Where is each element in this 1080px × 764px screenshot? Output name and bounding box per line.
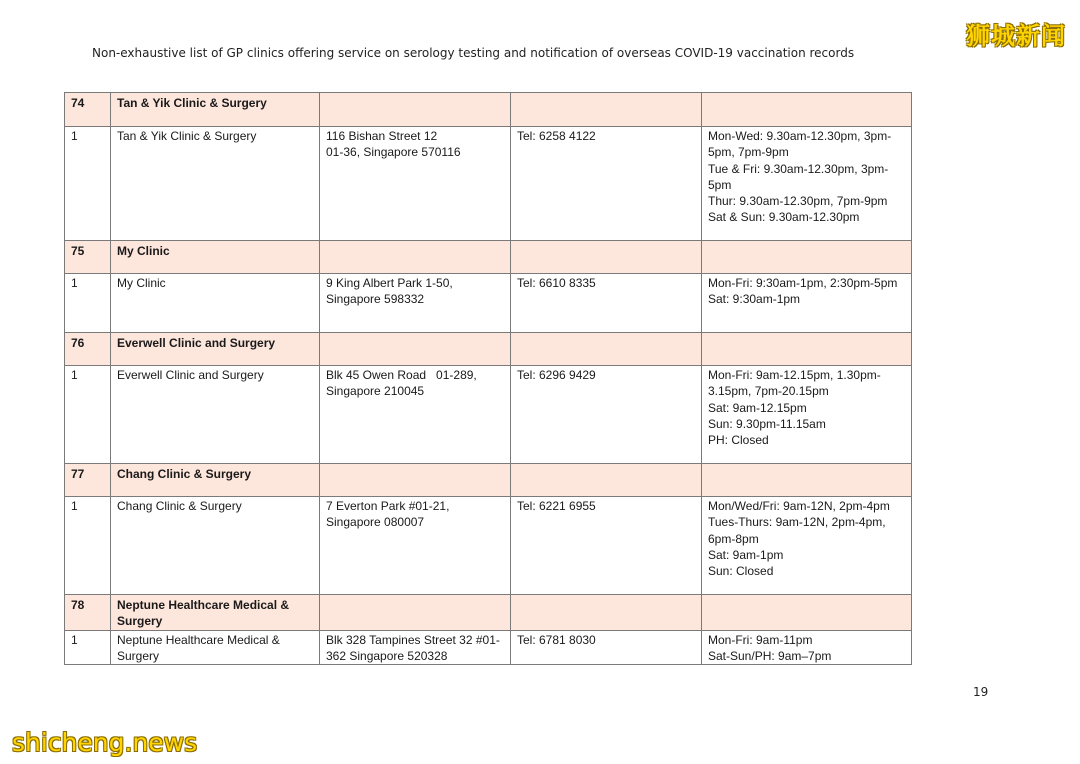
watermark-cn: 狮城新闻 — [966, 22, 1066, 50]
name-line: Neptune Healthcare Medical & — [117, 632, 280, 647]
hours-line: 3.15pm, 7pm-20.15pm — [708, 384, 829, 399]
address-line: 362 Singapore 520328 — [326, 648, 448, 663]
clinic-address — [320, 127, 511, 241]
empty-cell — [702, 241, 912, 274]
clinic-number: 76 — [65, 333, 111, 366]
empty-cell — [702, 333, 912, 366]
entry-index: 1 — [65, 127, 111, 241]
entry-index: 1 — [65, 366, 111, 464]
clinic-tel: Tel: 6610 8335 — [511, 274, 702, 333]
clinic-number: 78 — [65, 595, 111, 631]
empty-cell — [320, 464, 511, 497]
clinic-header-row — [65, 241, 912, 274]
address-line: 01-36, Singapore 570116 — [326, 145, 461, 160]
hours-line: PH: Closed — [708, 433, 769, 448]
address-line: Singapore 210045 — [326, 384, 425, 399]
clinic-hours — [702, 497, 912, 595]
clinic-header-row — [65, 93, 912, 127]
hours-line: Mon/Wed/Fri: 9am-12N, 2pm-4pm — [708, 499, 890, 513]
clinic-name: My Clinic — [111, 274, 320, 333]
address-line: Blk 45 Owen Road 01-289, — [326, 368, 477, 382]
clinic-header-name: My Clinic — [111, 241, 320, 274]
page-title: Non-exhaustive list of GP clinics offering service on serology testing and notification of overseas COVID-19 vaccination records — [92, 46, 855, 60]
empty-cell — [320, 93, 511, 127]
entry-index: 1 — [65, 630, 111, 665]
clinic-hours — [702, 127, 912, 241]
empty-cell — [511, 595, 702, 631]
hours-line: Sat & Sun: 9.30am-12.30pm — [708, 210, 860, 225]
entry-index: 1 — [65, 274, 111, 333]
clinic-detail-row — [65, 366, 912, 464]
hours-line: Mon-Fri: 9:30am-1pm, 2:30pm-5pm — [708, 276, 898, 290]
clinic-name — [111, 630, 320, 665]
clinic-tel: Tel: 6296 9429 — [511, 366, 702, 464]
empty-cell — [320, 241, 511, 274]
clinic-header-row — [65, 464, 912, 497]
clinic-number: 74 — [65, 93, 111, 127]
empty-cell — [702, 595, 912, 631]
empty-cell — [320, 333, 511, 366]
clinic-number: 75 — [65, 241, 111, 274]
empty-cell — [320, 595, 511, 631]
clinic-header-name: Everwell Clinic and Surgery — [111, 333, 320, 366]
hours-line: Tues-Thurs: 9am-12N, 2pm-4pm, — [708, 515, 886, 530]
address-line: 116 Bishan Street 12 — [326, 129, 438, 143]
header-name-line: Surgery — [117, 614, 163, 629]
clinic-detail-row — [65, 127, 912, 241]
clinic-name: Tan & Yik Clinic & Surgery — [111, 127, 320, 241]
clinic-address — [320, 274, 511, 333]
hours-line: Thur: 9.30am-12.30pm, 7pm-9pm — [708, 194, 888, 209]
clinic-number: 77 — [65, 464, 111, 497]
hours-line: Sat: 9:30am-1pm — [708, 292, 801, 307]
clinic-tel: Tel: 6221 6955 — [511, 497, 702, 595]
page-number: 19 — [973, 685, 989, 699]
hours-line: 5pm, 7pm-9pm — [708, 145, 789, 160]
address-line: Singapore 598332 — [326, 292, 425, 307]
clinic-detail-row — [65, 274, 912, 333]
hours-line: Sat: 9am-12.15pm — [708, 400, 807, 415]
empty-cell — [511, 93, 702, 127]
address-line: 9 King Albert Park 1-50, — [326, 276, 453, 290]
clinic-address — [320, 366, 511, 464]
clinic-header-row — [65, 595, 912, 631]
clinic-tel: Tel: 6258 4122 — [511, 127, 702, 241]
hours-line: Mon-Fri: 9am-12.15pm, 1.30pm- — [708, 368, 881, 382]
empty-cell — [511, 464, 702, 497]
clinic-hours — [702, 274, 912, 333]
empty-cell — [702, 93, 912, 127]
hours-line: Sat: 9am-1pm — [708, 547, 784, 562]
clinic-header-row — [65, 333, 912, 366]
clinic-header-name: Tan & Yik Clinic & Surgery — [111, 93, 320, 127]
empty-cell — [702, 464, 912, 497]
clinic-detail-row — [65, 497, 912, 595]
hours-line: Sun: 9.30pm-11.15am — [708, 416, 826, 431]
watermark-en: shicheng.news — [12, 728, 198, 757]
clinic-hours — [702, 366, 912, 464]
clinic-detail-row — [65, 630, 912, 665]
clinic-address — [320, 630, 511, 665]
address-line: Blk 328 Tampines Street 32 #01- — [326, 632, 500, 647]
hours-line: 6pm-8pm — [708, 531, 759, 546]
hours-line: Mon-Wed: 9.30am-12.30pm, 3pm- — [708, 129, 892, 143]
clinic-tel: Tel: 6781 8030 — [511, 630, 702, 665]
hours-line: Sun: Closed — [708, 564, 774, 579]
hours-line: Sat-Sun/PH: 9am–7pm — [708, 648, 832, 663]
clinic-header-name — [111, 595, 320, 631]
name-line: Surgery — [117, 648, 160, 663]
clinic-hours — [702, 630, 912, 665]
clinic-header-name: Chang Clinic & Surgery — [111, 464, 320, 497]
address-line: 7 Everton Park #01-21, — [326, 499, 450, 513]
header-name-line: Neptune Healthcare Medical & — [117, 598, 290, 612]
clinic-name: Chang Clinic & Surgery — [111, 497, 320, 595]
clinic-name: Everwell Clinic and Surgery — [111, 366, 320, 464]
clinic-address — [320, 497, 511, 595]
empty-cell — [511, 333, 702, 366]
address-line: Singapore 080007 — [326, 515, 425, 530]
clinic-table — [64, 92, 912, 665]
entry-index: 1 — [65, 497, 111, 595]
empty-cell — [511, 241, 702, 274]
hours-line: 5pm — [708, 177, 732, 192]
hours-line: Tue & Fri: 9.30am-12.30pm, 3pm- — [708, 161, 889, 176]
hours-line: Mon-Fri: 9am-11pm — [708, 632, 813, 647]
